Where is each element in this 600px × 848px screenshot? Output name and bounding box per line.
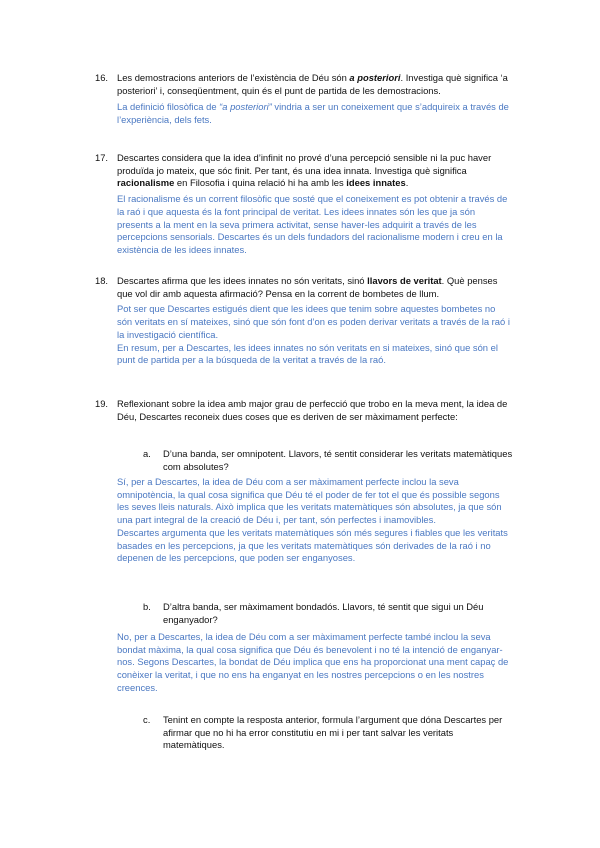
answer-text: En resum, per a Descartes, les idees innates no són veritats en si mateixes, sinó que són el punt de partida per a la búsqueda de la veritat a través de la raó. [117, 341, 498, 366]
answer-text: El racionalisme és un corrent filosòfic que sosté que el coneixement es pot obtenir a través de la raó i que aquesta és la font principal de veritat. Les idees innates són les que ja són presents a la ment en la seva primera activitat, sense haver-les adquirit a través de les percepcions sensorials. Descartes és un dels fundadors del racionalisme modern i creu en la existència de les idees innates. [117, 193, 508, 255]
question-number: 18. [95, 275, 109, 286]
sub-question-a [143, 448, 513, 473]
sub-question-letter: b. [143, 601, 151, 612]
bold-term: idees innates [346, 177, 406, 189]
emphasis-term: “a posteriori” [219, 101, 272, 113]
question-text-part: Descartes afirma que les idees innates no són veritats, sinó [117, 275, 368, 286]
question-text-part: en Filosofia i quina relació hi ha amb les [174, 177, 347, 189]
question-number: 16. [95, 72, 109, 83]
question-17 [95, 152, 513, 257]
answer-text: No, per a Descartes, la idea de Déu com a ser màximament perfecte també inclou la seva bondat màxima, la qual cosa significa que Déu és benevolent i no té la intenció de enganyar-nos. Segons Descartes, la bondat de Déu implica que ens ha proporcionat una ment capaç de conèixer la veritat, i que no ens ha enganyat en les nostres percepcions o en les nostres creences. [117, 631, 509, 693]
sub-question-c [143, 714, 513, 752]
question-text: Reflexionant sobre la idea amb major grau de perfecció que trobo en la meva ment, la idea de Déu, Descartes reconeix dues coses que es deriven de ser màximament perfecte: [117, 398, 508, 422]
question-text [117, 152, 513, 190]
question-text [117, 275, 513, 300]
sub-question-b [143, 601, 513, 626]
sub-question-letter: c. [143, 714, 151, 725]
question-text-part: . [405, 177, 409, 189]
answer-text: Pot ser que Descartes estigués dient que les idees que tenim sobre aquestes bombetes no són veritats en sí mateixes, sinó que són font d’on es poden derivar veritats a través de la raó i la investigació científica. [117, 303, 510, 340]
question-19 [95, 398, 513, 423]
question-18 [95, 275, 513, 367]
sub-question-letter: a. [143, 448, 151, 459]
question-text-part: . Investiga què significa ‘a posteriori’ i, conseqüentment, quin és el punt de partida de les demostracions. [117, 72, 508, 96]
sub-question-text: D’altra banda, ser màximament bondadós. Llavors, té sentit que sigui un Déu enganyador? [163, 601, 484, 625]
question-text [117, 72, 513, 97]
question-number: 19. [95, 398, 109, 409]
answer-paragraph: Descartes argumenta que les veritats matemàtiques són més segures i fiables que les veritats basades en les percepcions, ja que les veritats matemàtiques són derivades de la raó i no depenen de les percepcions, que poden ser enganyoses. [117, 526, 508, 564]
answer-text [117, 476, 513, 565]
answer-paragraph: Sí, per a Descartes, la idea de Déu com a ser màximament perfecte inclou la seva omnipotència, la qual cosa significa que Déu té el poder de fer tot el que és possible segons les seves lleis naturals. Això implica que les veritats matemàtiques són absolutes, ja que són una part integral de la creació de Déu i, per tant, són perfectes i inamovibles. [117, 476, 502, 526]
question-number: 17. [95, 152, 109, 163]
answer-text-part: vindria a ser un coneixement que s’adquireix a través de l’experiència, dels fets. [117, 101, 509, 126]
question-16 [95, 72, 513, 127]
question-text-part: Les demostracions anteriors de l’existència de Déu són [117, 72, 350, 83]
question-text-part: Descartes considera que la idea d’infinit no prové d’una percepció sensible ni la puc haver produïda jo mateix, que sóc finit. Per tant, és una idea innata. Investiga què significa [117, 152, 492, 176]
emphasis-term: a posteriori [349, 72, 401, 83]
bold-term: racionalisme [117, 177, 175, 189]
answer-text [117, 101, 513, 126]
sub-question-text: Tenint en compte la resposta anterior, formula l’argument que dóna Descartes per afirmar que no hi ha error constitutiu en mi i per tant salvar les veritats matemàtiques. [163, 714, 503, 751]
answer-text-part: La definició filosòfica de [117, 101, 220, 113]
bold-term: llavors de veritat [367, 275, 442, 286]
sub-question-text: D’una banda, ser omnipotent. Llavors, té sentit considerar les veritats matemàtiques com absolutes? [163, 448, 513, 472]
question-text-part: . Què penses que vol dir amb aquesta afirmació? Pensa en la corrent de bombetes de llum. [117, 275, 498, 299]
